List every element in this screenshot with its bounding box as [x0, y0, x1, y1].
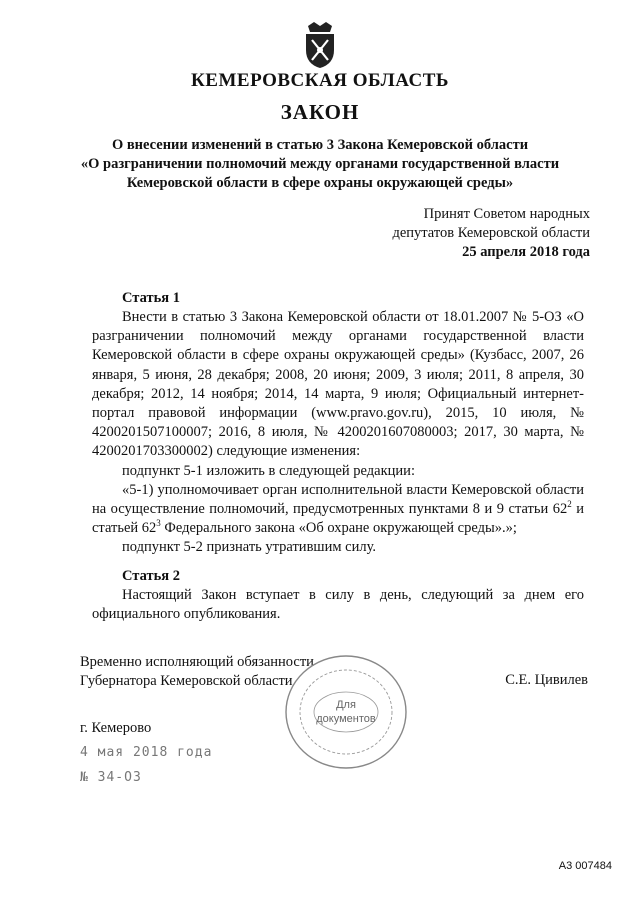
stamped-date: 4 мая 2018 года [80, 745, 213, 760]
subtitle-line: О внесении изменений в статью 3 Закона Кемеровской области [111, 137, 529, 153]
city: г. Кемерово [80, 720, 152, 736]
law-subtitle [0, 136, 640, 193]
official-seal-stamp [282, 652, 410, 772]
article-2-body [92, 586, 584, 624]
article-1-paragraph: подпункт 5-1 изложить в следующей редакции: [122, 462, 415, 479]
stamped-number: № 34-ОЗ [80, 770, 142, 785]
adoption-line: Принят Советом народных [423, 206, 590, 222]
region-title: КЕМЕРОВСКАЯ ОБЛАСТЬ [191, 70, 449, 91]
article-1-title: Статья 1 [122, 290, 180, 306]
signatory-name: С.Е. Цивилев [505, 672, 588, 688]
signatory-line: Временно исполняющий обязанности [80, 654, 314, 670]
document-serial-number: А3 007484 [558, 860, 612, 872]
seal-inner-text: Для [336, 699, 356, 711]
adoption-line: депутатов Кемеровской области [392, 225, 590, 241]
adoption-date: 25 апреля 2018 года [462, 244, 590, 260]
subtitle-line: «О разграничении полномочий между органами государственной власти [80, 156, 560, 172]
article-2-title: Статья 2 [122, 568, 180, 584]
subtitle-line: Кемеровской области в сфере охраны окружающей среды» [126, 175, 514, 191]
signatory-line: Губернатора Кемеровской области [80, 673, 293, 689]
coat-of-arms-icon [300, 20, 340, 70]
article-1-paragraph: Внести в статью 3 Закона Кемеровской области от 18.01.2007 № 5-ОЗ «О разграничении полномочий между органами государственной власти Кемеровской области в сфере охраны окружающей среды» (Кузбасс, 2007, 26 января, 5 июня, 28 декабря; 2008, 20 июня; 2009, 3 июля; 2011, 8 апреля, 30 декабря; 2012, 14 ноября; 2014, 14 марта, 9 июля; Официальный интернет-портал правовой информации (www.pravo.gov.ru), 2015, 10 июля, № 4200201507100007; 2016, 8 июля, № 4200201607080003; 2017, 30 марта, № 4200201703300002) следующие изменения: [92, 309, 584, 460]
article-1-paragraph: подпункт 5-2 признать утратившим силу. [122, 539, 376, 556]
document-type: ЗАКОН [280, 100, 360, 124]
article-1-paragraph: «5-1) уполномочивает орган исполнительной власти Кемеровской области на осуществление полномочий, предусмотренных пунктами 8 и 9 статьи $62^2$ и статьей $62^3$ Федерального закона «Об охране окружающей среды».»; [92, 481, 584, 537]
signatory-title [80, 653, 314, 691]
article-2-paragraph: Настоящий Закон вступает в силу в день, следующий за днем его официального опубликования. [92, 587, 584, 623]
seal-inner-text: документов [316, 713, 376, 725]
adoption-block [330, 205, 590, 262]
article-1-body [92, 308, 584, 558]
